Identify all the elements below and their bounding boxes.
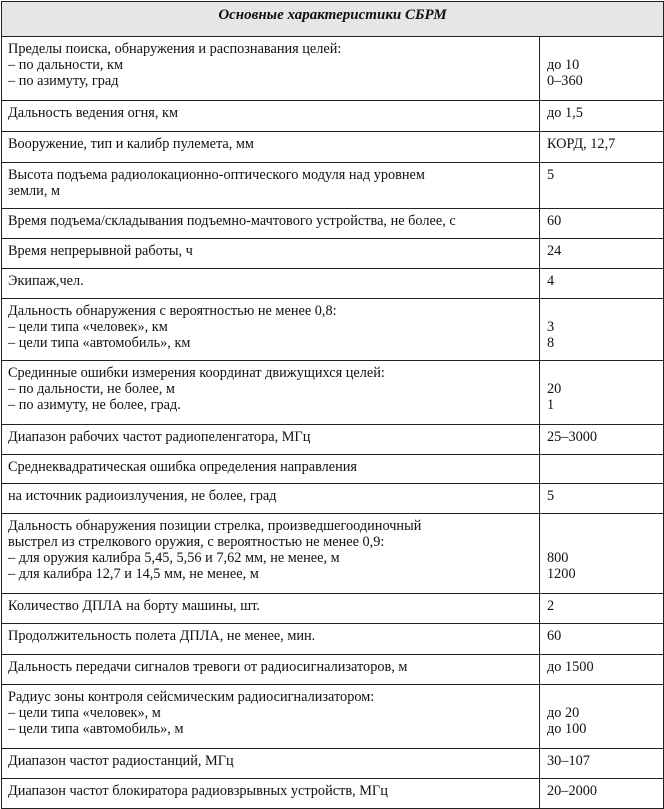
table-row <box>2 425 664 455</box>
row-label-cell <box>2 239 540 269</box>
row-value-cell <box>540 514 664 594</box>
table-row <box>2 484 664 514</box>
row-label-cell <box>2 749 540 779</box>
row-label-cell <box>2 269 540 299</box>
table-row <box>2 37 664 101</box>
row-value: до 1500 <box>547 659 594 675</box>
row-value-cell <box>540 37 664 101</box>
row-label: Диапазон рабочих частот радиопеленгатора, МГц <box>8 429 311 445</box>
row-value: 8 <box>547 335 555 351</box>
row-value: 1200 <box>547 566 576 582</box>
row-value: до 20 <box>547 705 580 721</box>
row-value: 2 <box>547 598 555 614</box>
row-label: Дальность обнаружения с вероятностью не менее 0,8: <box>8 303 337 319</box>
row-sub-label: – для оружия калибра 5,45, 5,56 и 7,62 мм, не менее, м <box>8 550 533 566</box>
table-row <box>2 655 664 685</box>
row-label: Экипаж,чел. <box>8 273 84 289</box>
row-label: Вооружение, тип и калибр пулемета, мм <box>8 136 254 152</box>
row-label-cell <box>2 514 540 594</box>
row-label-cell <box>2 624 540 655</box>
row-value: 0–360 <box>547 73 583 89</box>
row-value: 4 <box>547 273 555 289</box>
table-row <box>2 594 664 624</box>
row-value: до 100 <box>547 721 587 737</box>
row-label: Время непрерывной работы, ч <box>8 243 193 259</box>
table-row <box>2 163 664 209</box>
table-row <box>2 101 664 132</box>
row-label-cell <box>2 163 540 209</box>
specs-document <box>1 1 663 799</box>
row-value-cell <box>540 624 664 655</box>
row-sub-label: – цели типа «человек», м <box>8 705 533 721</box>
row-value-cell <box>540 132 664 163</box>
row-value-cell <box>540 685 664 749</box>
row-label: на источник радиоизлучения, не более, град <box>8 488 277 504</box>
row-value-cell <box>540 455 664 484</box>
row-sub-label: – цели типа «автомобиль», м <box>8 721 533 737</box>
row-label: Дальность ведения огня, км <box>8 105 178 121</box>
row-value: 20 <box>547 381 562 397</box>
row-label-cell <box>2 425 540 455</box>
table-row <box>2 269 664 299</box>
row-label: земли, м <box>8 183 61 199</box>
row-label: Диапазон частот блокиратора радиовзрывных устройств, МГц <box>8 783 388 799</box>
table-row <box>2 779 664 809</box>
row-value: 800 <box>547 550 569 566</box>
row-value: 60 <box>547 213 562 229</box>
row-sub-label: – по дальности, не более, м <box>8 381 533 397</box>
row-label-cell <box>2 101 540 132</box>
row-label: Количество ДПЛА на борту машины, шт. <box>8 598 260 614</box>
row-label: Срединные ошибки измерения координат движущихся целей: <box>8 365 385 381</box>
row-value-cell <box>540 209 664 239</box>
row-value: 1 <box>547 397 555 413</box>
row-label-cell <box>2 455 540 484</box>
row-label-cell <box>2 484 540 514</box>
table-row <box>2 624 664 655</box>
table-row <box>2 455 664 484</box>
row-value: 5 <box>547 488 555 504</box>
table-row <box>2 685 664 749</box>
row-sub-label: – по дальности, км <box>8 57 533 73</box>
row-label-cell <box>2 132 540 163</box>
row-label-cell <box>2 779 540 809</box>
row-value-cell <box>540 163 664 209</box>
table-row <box>2 749 664 779</box>
row-label: выстрел из стрелкового оружия, с вероятностью не менее 0,9: <box>8 534 385 550</box>
row-label-cell <box>2 655 540 685</box>
row-value-cell <box>540 269 664 299</box>
row-value-cell <box>540 101 664 132</box>
row-value-cell <box>540 361 664 425</box>
row-value: КОРД, 12,7 <box>547 136 616 152</box>
row-value: 60 <box>547 628 562 644</box>
table-row <box>2 299 664 361</box>
row-label-cell <box>2 594 540 624</box>
row-value: 5 <box>547 167 555 183</box>
row-label: Диапазон частот радиостанций, МГц <box>8 753 234 769</box>
specs-table <box>1 1 664 809</box>
row-label-cell <box>2 685 540 749</box>
row-value: 20–2000 <box>547 783 598 799</box>
row-value: до 1,5 <box>547 105 583 121</box>
row-label-cell <box>2 209 540 239</box>
table-row <box>2 209 664 239</box>
row-value-cell <box>540 655 664 685</box>
table-title: Основные характеристики СБРМ <box>2 2 664 37</box>
row-value: 3 <box>547 319 555 335</box>
row-value-cell <box>540 779 664 809</box>
table-row <box>2 361 664 425</box>
row-value-cell <box>540 484 664 514</box>
row-label: Пределы поиска, обнаружения и распознавания целей: <box>8 41 342 57</box>
row-label-cell <box>2 361 540 425</box>
row-value-cell <box>540 594 664 624</box>
row-label-cell <box>2 37 540 101</box>
row-value-cell <box>540 749 664 779</box>
row-value: 25–3000 <box>547 429 598 445</box>
row-label: Высота подъема радиолокационно-оптического модуля над уровнем <box>8 167 425 183</box>
row-label: Среднеквадратическая ошибка определения направления <box>8 459 357 475</box>
row-sub-label: – цели типа «человек», км <box>8 319 533 335</box>
row-label-cell <box>2 299 540 361</box>
row-sub-label: – по азимуту, не более, град. <box>8 397 533 413</box>
row-value: 24 <box>547 243 562 259</box>
table-title-row <box>2 2 664 37</box>
row-sub-label: – для калибра 12,7 и 14,5 мм, не менее, м <box>8 566 533 582</box>
row-value: до 10 <box>547 57 580 73</box>
table-row <box>2 514 664 594</box>
row-value-cell <box>540 425 664 455</box>
table-row <box>2 239 664 269</box>
row-label: Дальность обнаружения позиции стрелка, произведшегоодиночный <box>8 518 422 534</box>
row-value-cell <box>540 299 664 361</box>
row-sub-label: – по азимуту, град <box>8 73 533 89</box>
row-value: 30–107 <box>547 753 590 769</box>
row-label: Время подъема/складывания подъемно-мачтового устройства, не более, с <box>8 213 456 229</box>
row-label: Продолжительность полета ДПЛА, не менее, мин. <box>8 628 316 644</box>
table-row <box>2 132 664 163</box>
row-label: Дальность передачи сигналов тревоги от радиосигнализаторов, м <box>8 659 408 675</box>
row-label: Радиус зоны контроля сейсмическим радиосигнализатором: <box>8 689 375 705</box>
row-value-cell <box>540 239 664 269</box>
row-sub-label: – цели типа «автомобиль», км <box>8 335 533 351</box>
